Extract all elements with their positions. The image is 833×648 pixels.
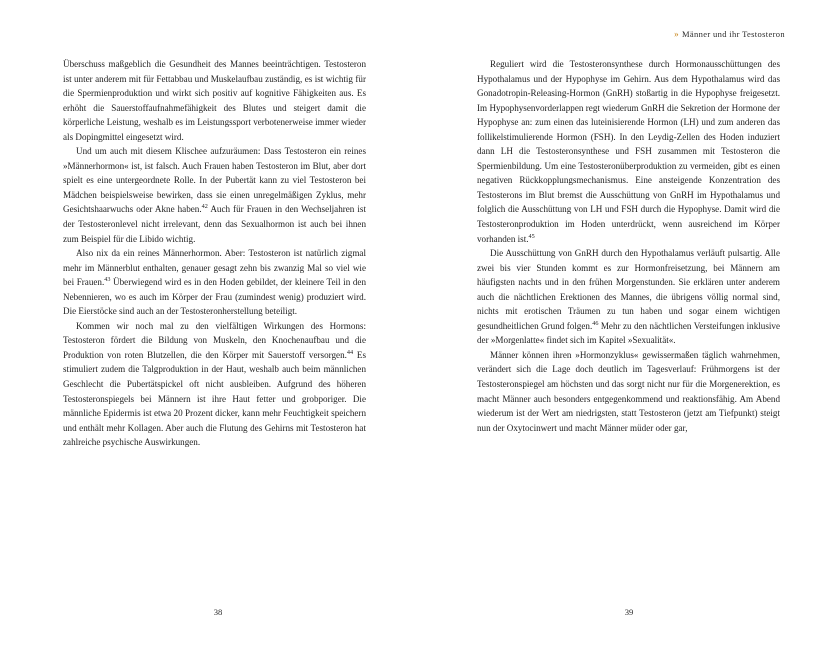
paragraph-text: Und um auch mit diesem Klischee aufzuräumen: Dass Testosteron ein reines »Männerhormon« ist, ist falsch. Auch Frauen haben Testosteron im Blut, aber dort spielt es eine untergeordnete Rolle. In der Pubertät kann zu viel Testosteron bei Mädchen beispielsweise bewirken, dass sie einen unregelmäßigen Zyklus, mehr Gesichtshaarwuchs oder Akne haben. [63,146,366,215]
paragraph-text-after: Überwiegend wird es in den Hoden gebildet, der kleinere Teil in den Nebennieren, wo es auch im Körper der Frau (zumindest wenig) produziert wird. Die Eierstöcke sind auch an der Testosteronherstellung beteiligt. [63,277,366,317]
paragraph-text-after: Es stimuliert zudem die Talgproduktion in der Haut, weshalb auch beim männlichen Geschlecht die Pubertätspickel oft nicht ausbleiben. Aufgrund des höheren Testosteronspiegels bei Männern ist ihre Haut fetter und grobporiger. Die männliche Epidermis ist etwa 20 Prozent dicker, kann mehr Feuchtigkeit speichern und enthält mehr Kollagen. Aber auch die Flutung des Gehirns mit Testosteron hat zahlreiche psychische Auswirkungen. [63,349,366,448]
footnote-marker: 43 [104,276,111,284]
paragraph [63,246,366,319]
footnote-marker: 46 [592,319,599,327]
paragraph [477,57,780,246]
paragraph [477,246,780,348]
paragraph-text-after: Mehr zu den nächtlichen Versteifungen inklusive der »Morgenlatte« findet sich im Kapitel »Sexualität«. [477,320,780,346]
paragraph [63,57,366,144]
page-right [417,0,833,648]
paragraph-text: Männer können ihren »Hormonzyklus« gewissermaßen täglich wahrnehmen, verändert sich die Lage doch deutlich im Tagesverlauf: Frühmorgens ist der Testosteronspiegel am höchsten und das sorgt nicht nur für die Morgenerektion, es macht Männer auch besonders entgegenkommend und reaktionsfähig. Am Abend wiederum ist der Wert am niedrigsten, statt Testosteron (jetzt am Tiefpunkt) steigt nun der Oxytocinwert und macht Männer müder oder gar, [477,349,780,433]
paragraph [63,144,366,246]
page-number-right: 39 [624,607,634,617]
paragraph-text: Kommen wir noch mal zu den vielfältigen Wirkungen des Hormons: Testosteron fördert die Bildung von Muskeln, den Knochenaufbau und die Produktion von roten Blutzellen, die den Körper mit Sauerstoff versorgen. [63,320,366,360]
paragraph-text: Die Ausschüttung von GnRH durch den Hypothalamus verläuft pulsartig. Alle zwei bis vier Stunden kommt es zur Hormonfreisetzung, bei Männern am häufigsten nachts und in den frühen Morgenstunden. Sie erklären unter anderem auch die nächtlichen Erektionen des Mannes, die übrigens völlig normal sind, nichts mit erotischen Träumen zu tun haben und sogar einem wichtigen gesundheitlichen Grund folgen. [477,248,780,331]
running-head-text: Männer und ihr Testosteron [681,29,785,39]
paragraph-text: Überschuss maßgeblich die Gesundheit des Mannes beeinträchtigen. Testosteron ist unter anderem mit für Fettabbau und Muskelaufbau zuständig, es ist wichtig für die Spermienproduktion und wirkt sich positiv auf kognitive Fähigkeiten aus. Es erhöht die Sauerstoffaufnahmefähigkeit des Blutes und steigert damit die körperliche Leistung, weshalb es im Leistungssport verbotenerweise immer wieder als Dopingmittel eingesetzt wird. [63,59,366,142]
body-text-right [477,57,780,435]
footnote-marker: 45 [528,232,535,240]
footnote-marker: 44 [346,348,354,356]
running-head [674,29,785,39]
paragraph [477,348,780,435]
page-number-left: 38 [213,607,223,617]
body-text-left [63,57,366,450]
paragraph-text: Reguliert wird die Testosteronsynthese durch Hormonausschüttungen des Hypothalamus und der Hypophyse im Gehirn. Aus dem Hypothalamus wird das Gonadotropin-Releasing-Hormon (GnRH) stoßartig in die Hypophyse freigesetzt. Im Hypophysenvorderlappen regt wiederum GnRH die Sekretion der Hormone der Hypophyse an: zum einen das luteinisierende Hormon (LH) und zum anderen das follikelstimulierende Hormon (FSH). In den Leydig-Zellen des Hoden induziert dann LH die Testosteronsynthese und FSH zusammen mit Testosteron die Spermienbildung. Um eine Testosteronüberproduktion zu vermeiden, gibt es einen negativen Rückkopplungsmechanismus. Eine ansteigende Konzentration des Testosterons im Blut bremst die Ausschüttung von GnRH im Hypothalamus und folglich die Ausschüttung von LH und FSH durch die Hypophyse. Damit wird die Testosteronproduktion im Hoden unterdrückt, wenn ausreichend im Körper vorhanden ist. [477,59,780,244]
paragraph [63,319,366,450]
page-left [0,0,416,648]
paragraph-text: Also nix da ein reines Männerhormon. Aber: Testosteron ist natürlich zigmal mehr im Männerblut enthalten, genauer gesagt zehn bis zwanzig Mal so viel wie bei Frauen. [63,248,366,288]
paragraph-text-after: Auch für Frauen in den Wechseljahren ist der Testosteronlevel nicht irrelevant, denn das Sexualhormon ist auch bei ihnen zum Beispiel für die Libido wichtig. [63,204,366,244]
footnote-marker: 42 [201,203,208,211]
chapter-marker-icon: » [674,29,679,39]
